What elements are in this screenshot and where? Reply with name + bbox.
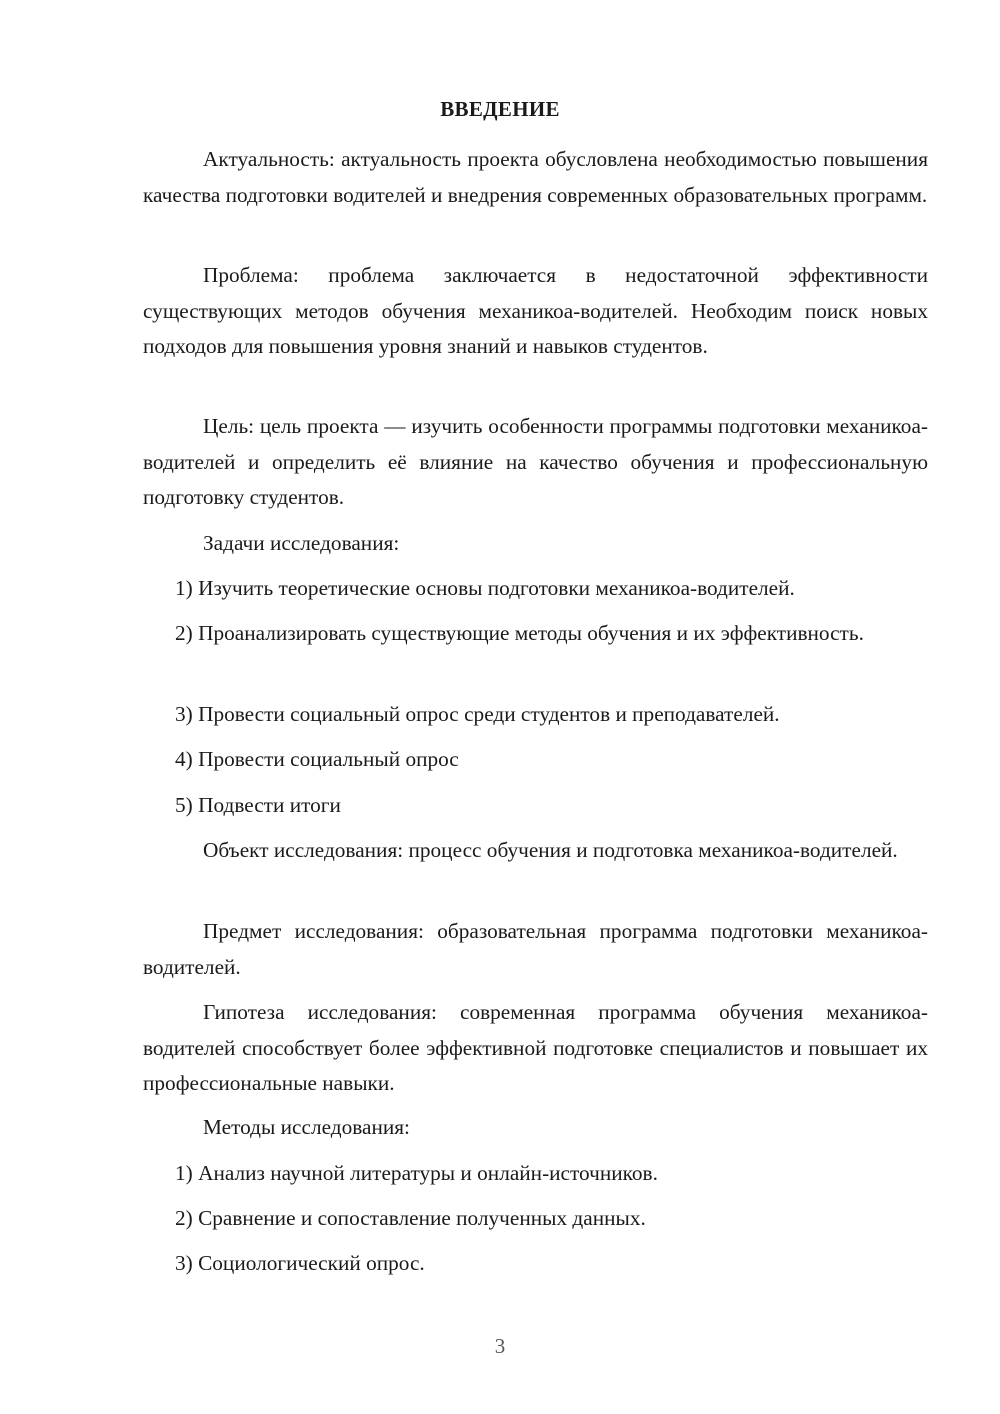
list-item-method-3: 3) Социологический опрос. (175, 1251, 425, 1275)
paragraph-relevance: Актуальность: актуальность проекта обусловлена необходимостью повышения качества подготовки водителей и внедрения современных образовательных программ. (143, 147, 928, 207)
page-number: 3 (494, 1334, 506, 1358)
section-title: ВВЕДЕНИЕ (440, 97, 560, 121)
paragraph-tasks-heading: Задачи исследования: (203, 531, 400, 555)
paragraph-methods-heading: Методы исследования: (203, 1115, 410, 1139)
paragraph-hypothesis: Гипотеза исследования: современная программа обучения механикоа-водителей способствует более эффективной подготовке специалистов и повышает их профессиональные навыки. (143, 1000, 928, 1095)
list-item-task-2: 2) Проанализировать существующие методы обучения и их эффективность. (175, 621, 864, 645)
paragraph-goal: Цель: цель проекта — изучить особенности программы подготовки механикоа-водителей и определить её влияние на качество обучения и профессиональную подготовку студентов. (143, 414, 928, 509)
paragraph-object: Объект исследования: процесс обучения и подготовка механикоа-водителей. (203, 838, 898, 862)
list-item-task-1: 1) Изучить теоретические основы подготовки механикоа-водителей. (175, 576, 795, 600)
list-item-task-4: 4) Провести социальный опрос (175, 747, 459, 771)
paragraph-subject: Предмет исследования: образовательная программа подготовки механикоа-водителей. (143, 919, 928, 979)
list-item-task-3: 3) Провести социальный опрос среди студентов и преподавателей. (175, 702, 780, 726)
list-item-method-2: 2) Сравнение и сопоставление полученных данных. (175, 1206, 646, 1230)
paragraph-problem: Проблема: проблема заключается в недостаточной эффективности существующих методов обучения механикоа-водителей. Необходим поиск новых подходов для повышения уровня знаний и навыков студентов. (143, 263, 928, 358)
list-item-task-5: 5) Подвести итоги (175, 793, 341, 817)
list-item-method-1: 1) Анализ научной литературы и онлайн-источников. (175, 1161, 658, 1185)
